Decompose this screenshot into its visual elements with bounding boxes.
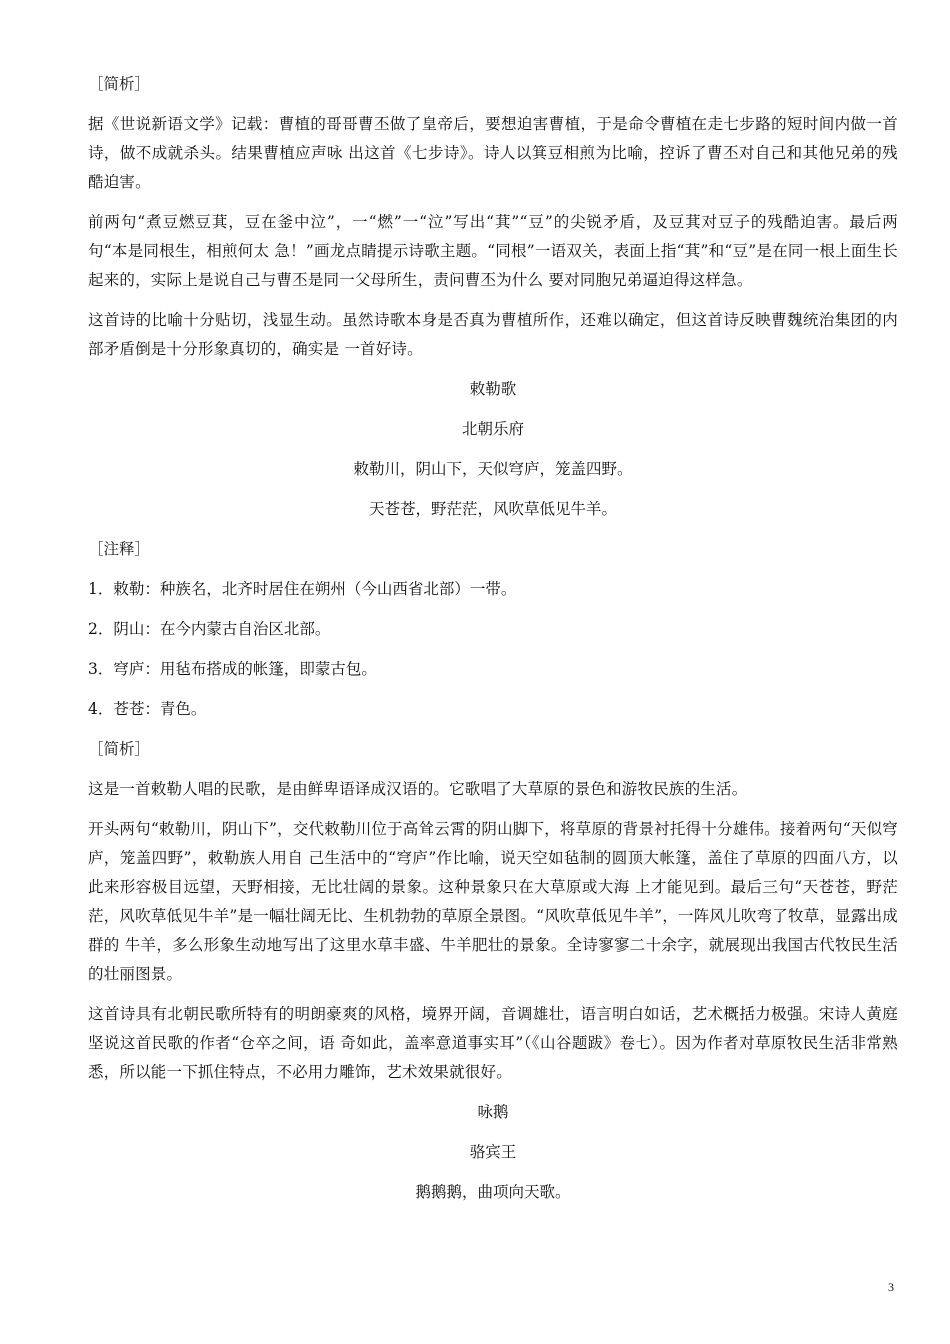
analysis-paragraph-5: 开头两句“敕勒川，阴山下”，交代敕勒川位于高耸云霄的阴山脚下，将草原的背景衬托得十分雄伟。接着两句“天似穹庐，笼盖四野”，敕勒族人用自 己生活中的“穹庐”作比喻，说天空如毡制的圆顶大帐篷，盖住了草原的四面八方，以此来形容极目远望，天野相接，无比壮阔的景象。这种景象只在大草原或大海 上才能见到。最后三句“天苍苍，野茫茫，风吹草低见牛羊”是一幅壮阔无比、生机勃勃的草原全景图。“风吹草低见牛羊”，一阵风儿吹弯了牧草，显露出成群的 牛羊，多么形象生动地写出了这里水草丰盛、牛羊肥壮的景象。全诗寥寥二十余字，就展现出我国古代牧民生活的壮丽图景。 <box>88 820 898 983</box>
analysis-paragraph-2: 前两句“煮豆燃豆萁，豆在釜中泣”，一“燃”一“泣”写出“萁”“豆”的尖锐矛盾，及豆萁对豆子的残酷迫害。最后两句“本是同根生，相煎何太 急！”画龙点睛提示诗歌主题。“同根”一语双关，表面上指“萁”和“豆”是在同一根上面生长起来的，实际上是说自己与曹丕是同一父母所生，责问曹丕为什么 要对同胞兄弟逼迫得这样急。 <box>88 213 898 289</box>
analysis-paragraph-3: 这首诗的比喻十分贴切，浅显生动。虽然诗歌本身是否真为曹植所作，还难以确定，但这首诗反映曹魏统治集团的内部矛盾倒是十分形象真切的，确实是 一首好诗。 <box>88 311 898 358</box>
analysis-paragraph-4: 这是一首敕勒人唱的民歌，是由鲜卑语译成汉语的。它歌唱了大草原的景色和游牧民族的生活。 <box>88 780 748 798</box>
analysis-paragraph-6: 这首诗具有北朝民歌所特有的明朗豪爽的风格，境界开阔，音调雄壮，语言明白如话，艺术概括力极强。宋诗人黄庭坚说这首民歌的作者“仓卒之间，语 奇如此，盖率意道事实耳”（《山谷题跋》卷七）。因为作者对草原牧民生活非常熟悉，所以能一下抓住特点，不必用力雕饰，艺术效果就很好。 <box>88 1005 898 1081</box>
poem-line: 鹅鹅鹅，曲项向天歌。 <box>415 1183 571 1201</box>
page-content <box>88 70 898 1218</box>
section-label-analysis-1: ［简析］ <box>88 75 151 93</box>
poem-line: 天苍苍，野茫茫，风吹草低见牛羊。 <box>368 500 617 518</box>
analysis-paragraph-1: 据《世说新语文学》记载：曹植的哥哥曹丕做了皇帝后，要想迫害曹植，于是命令曹植在走七步路的短时间内做一首诗，做不成就杀头。结果曹植应声咏 出这首《七步诗》。诗人以箕豆相煎为比喻，控诉了曹丕对自己和其他兄弟的残酷迫害。 <box>88 115 898 191</box>
note-item: 4．苍苍：青色。 <box>88 700 207 718</box>
page-number: 3 <box>888 1280 894 1294</box>
poem-author: 北朝乐府 <box>461 420 524 438</box>
note-item: 2．阴山：在今内蒙古自治区北部。 <box>88 620 331 638</box>
poem-author: 骆宾王 <box>469 1143 517 1161</box>
section-label-analysis-2: ［简析］ <box>88 740 151 758</box>
poem-title: 敕勒歌 <box>469 380 517 398</box>
note-item: 1．敕勒：种族名，北齐时居住在朔州（今山西省北部）一带。 <box>88 580 517 598</box>
note-item: 3．穹庐：用毡布搭成的帐篷，即蒙古包。 <box>88 660 377 678</box>
section-label-notes: ［注释］ <box>88 540 151 558</box>
poem-line: 敕勒川，阴山下，天似穹庐，笼盖四野。 <box>353 460 633 478</box>
poem-title: 咏鹅 <box>477 1103 509 1121</box>
